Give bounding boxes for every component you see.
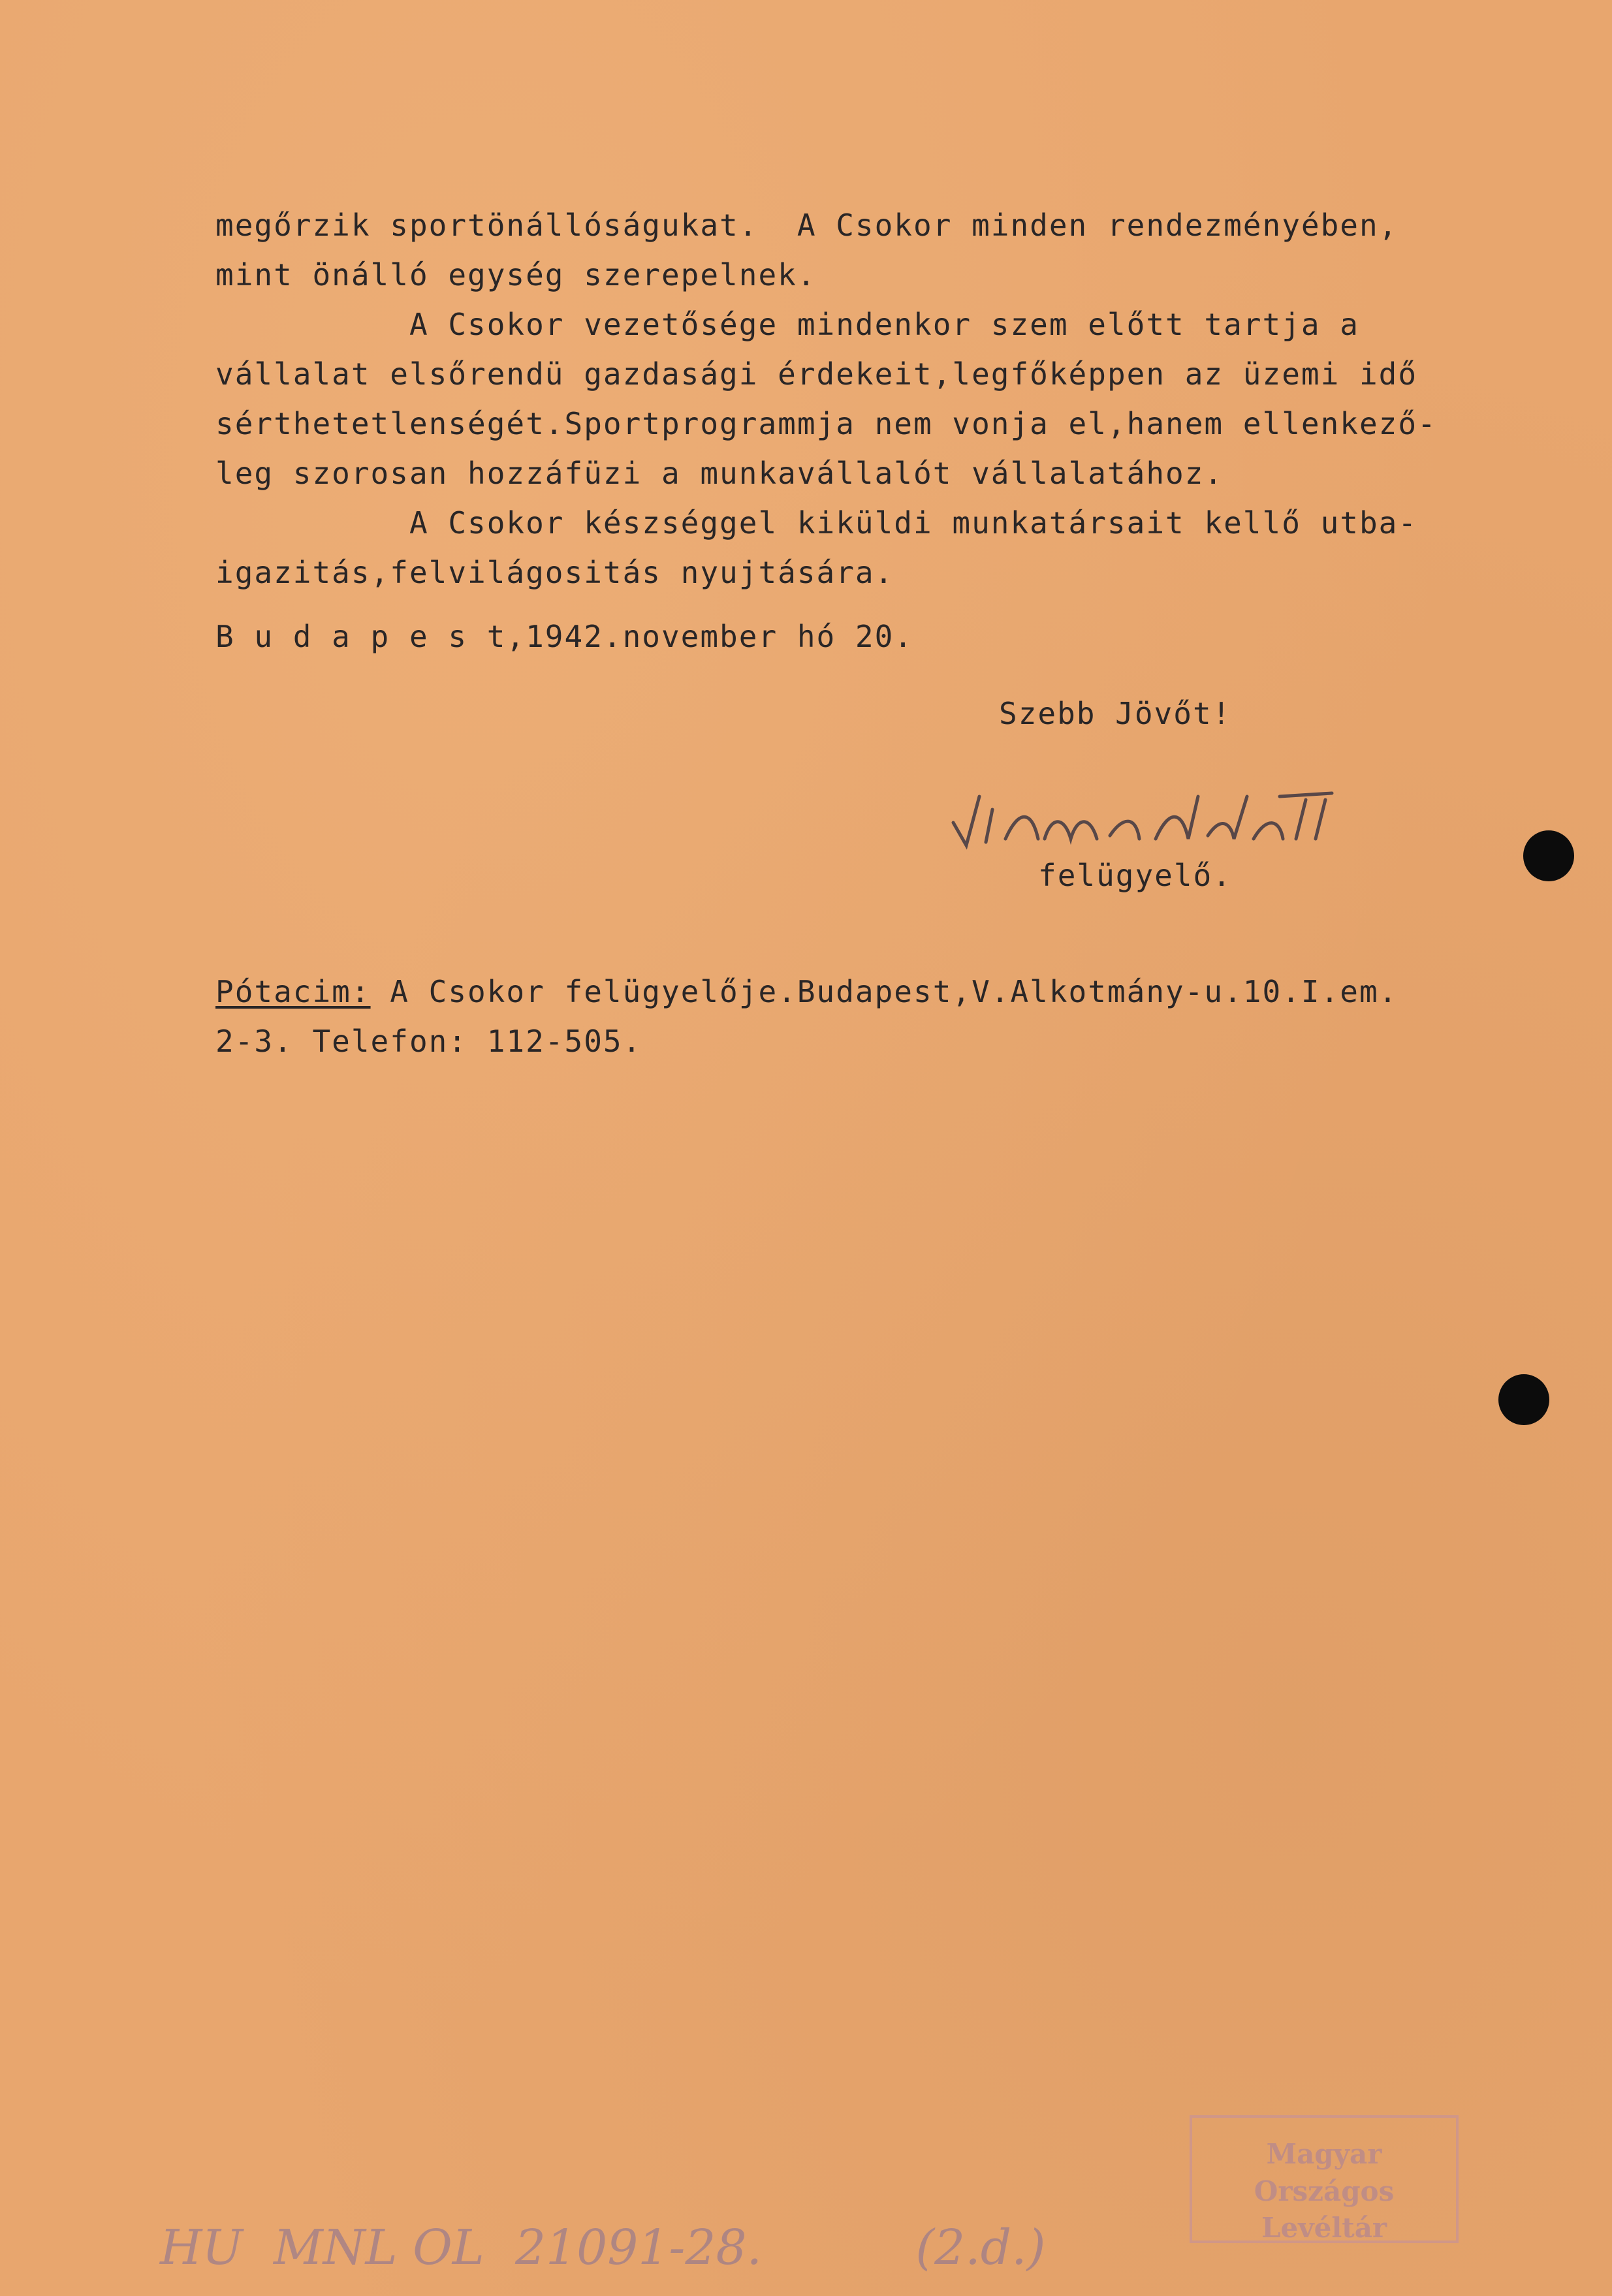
body-line: igazitás,felvilágositás nyujtására.	[215, 555, 894, 590]
address-text: A Csokor felügyelője.Budapest,V.Alkotmány-u.10.I.em.	[370, 974, 1399, 1009]
handwritten-signature	[940, 783, 1358, 855]
body-line: vállalat elsőrendü gazdasági érdekeit,legfőképpen az üzemi idő	[215, 356, 1418, 392]
archive-reference	[160, 2220, 1074, 2285]
punch-hole	[1523, 830, 1574, 881]
address-line-2: 2-3. Telefon: 112-505.	[215, 1024, 642, 1059]
body-line: megőrzik sportönállóságukat. A Csokor minden rendezményében,	[215, 208, 1399, 243]
address-label: Pótacim:	[215, 974, 371, 1009]
stamp-line-2: Levéltár	[1261, 2212, 1387, 2244]
body-line: sérthetetlenségét.Sportprogrammja nem vonja el,hanem ellenkező-	[215, 406, 1437, 441]
signer-title: felügyelő.	[1038, 858, 1232, 893]
punch-hole	[1498, 1374, 1549, 1425]
body-line: mint önálló egység szerepelnek.	[215, 257, 817, 292]
body-line: A Csokor készséggel kiküldi munkatársait kellő utba-	[215, 505, 1418, 541]
date-line: B u d a p e s t,1942.november hó 20.	[215, 619, 913, 654]
address-line	[215, 974, 1399, 1009]
archive-ref-page: (2.d.)	[915, 2220, 1046, 2276]
stamp-line-1: Magyar Országos	[1254, 2138, 1395, 2207]
body-line: A Csokor vezetősége mindenkor szem előtt tartja a	[215, 307, 1359, 342]
archive-stamp	[1190, 2115, 1459, 2243]
body-line: leg szorosan hozzáfüzi a munkavállalót vállalatához.	[215, 456, 1224, 491]
archive-ref-code: HU MNL OL 21091-28.	[160, 2220, 763, 2276]
closing-salutation: Szebb Jövőt!	[999, 696, 1232, 731]
